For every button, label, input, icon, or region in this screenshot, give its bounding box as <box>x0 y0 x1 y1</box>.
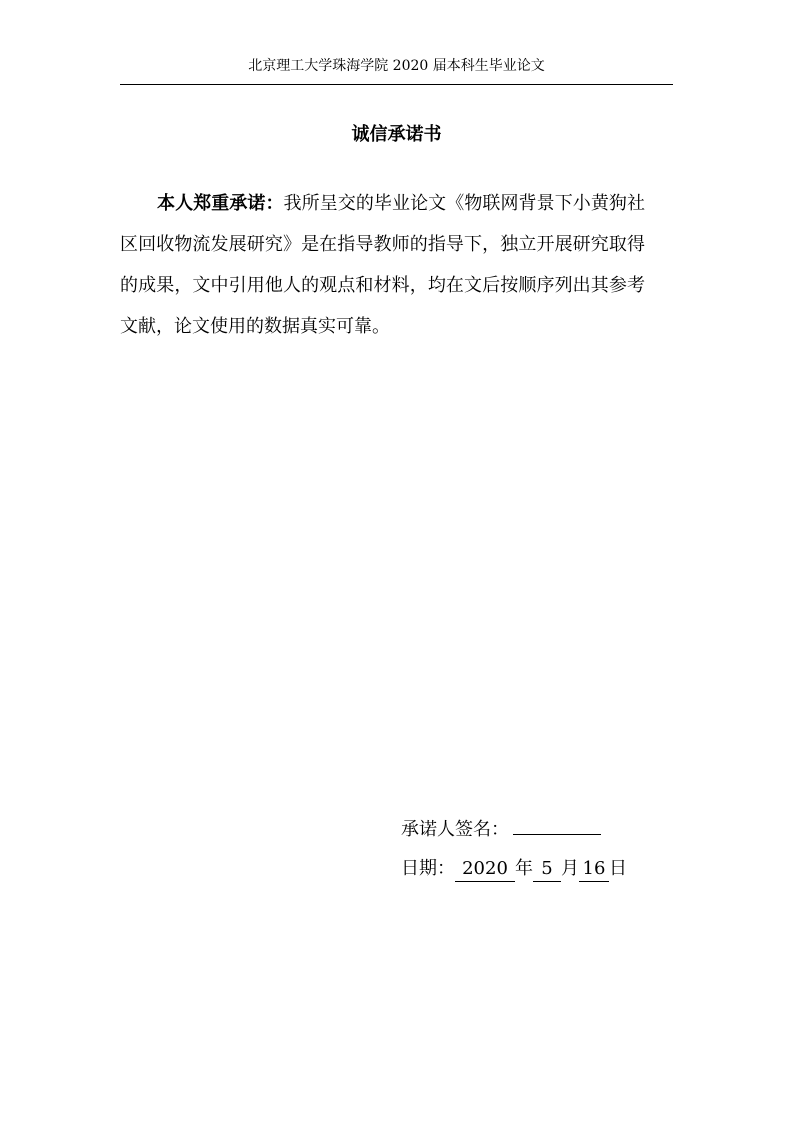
running-header: 北京理工大学珠海学院 2020 届本科生毕业论文 <box>248 58 545 74</box>
signature-blank <box>513 812 601 835</box>
signature-line <box>401 812 627 842</box>
date-day-unit: 日 <box>609 858 627 879</box>
header-rule <box>120 84 673 85</box>
date-month: 5 <box>533 857 561 882</box>
pledge-text: 我所呈交的毕业论文《物联网背景下小黄狗社区回收物流发展研究》是在指导教师的指导下，独立开展研究取得的成果，文中引用他人的观点和材料，均在文后按顺序列出其参考文献，论文使用的数据真实可靠。 <box>120 193 646 337</box>
pledge-paragraph <box>120 183 645 347</box>
signature-label: 承诺人签名： <box>401 819 509 840</box>
date-year-unit: 年 <box>515 858 533 879</box>
date-label: 日期： <box>401 858 455 879</box>
signature-block <box>401 812 627 884</box>
date-day: 16 <box>579 857 609 882</box>
page-title: 诚信承诺书 <box>351 124 442 145</box>
pledge-lead: 本人郑重承诺： <box>157 193 284 214</box>
date-line <box>401 854 627 884</box>
date-month-unit: 月 <box>561 858 579 879</box>
date-year: 2020 <box>455 857 515 882</box>
